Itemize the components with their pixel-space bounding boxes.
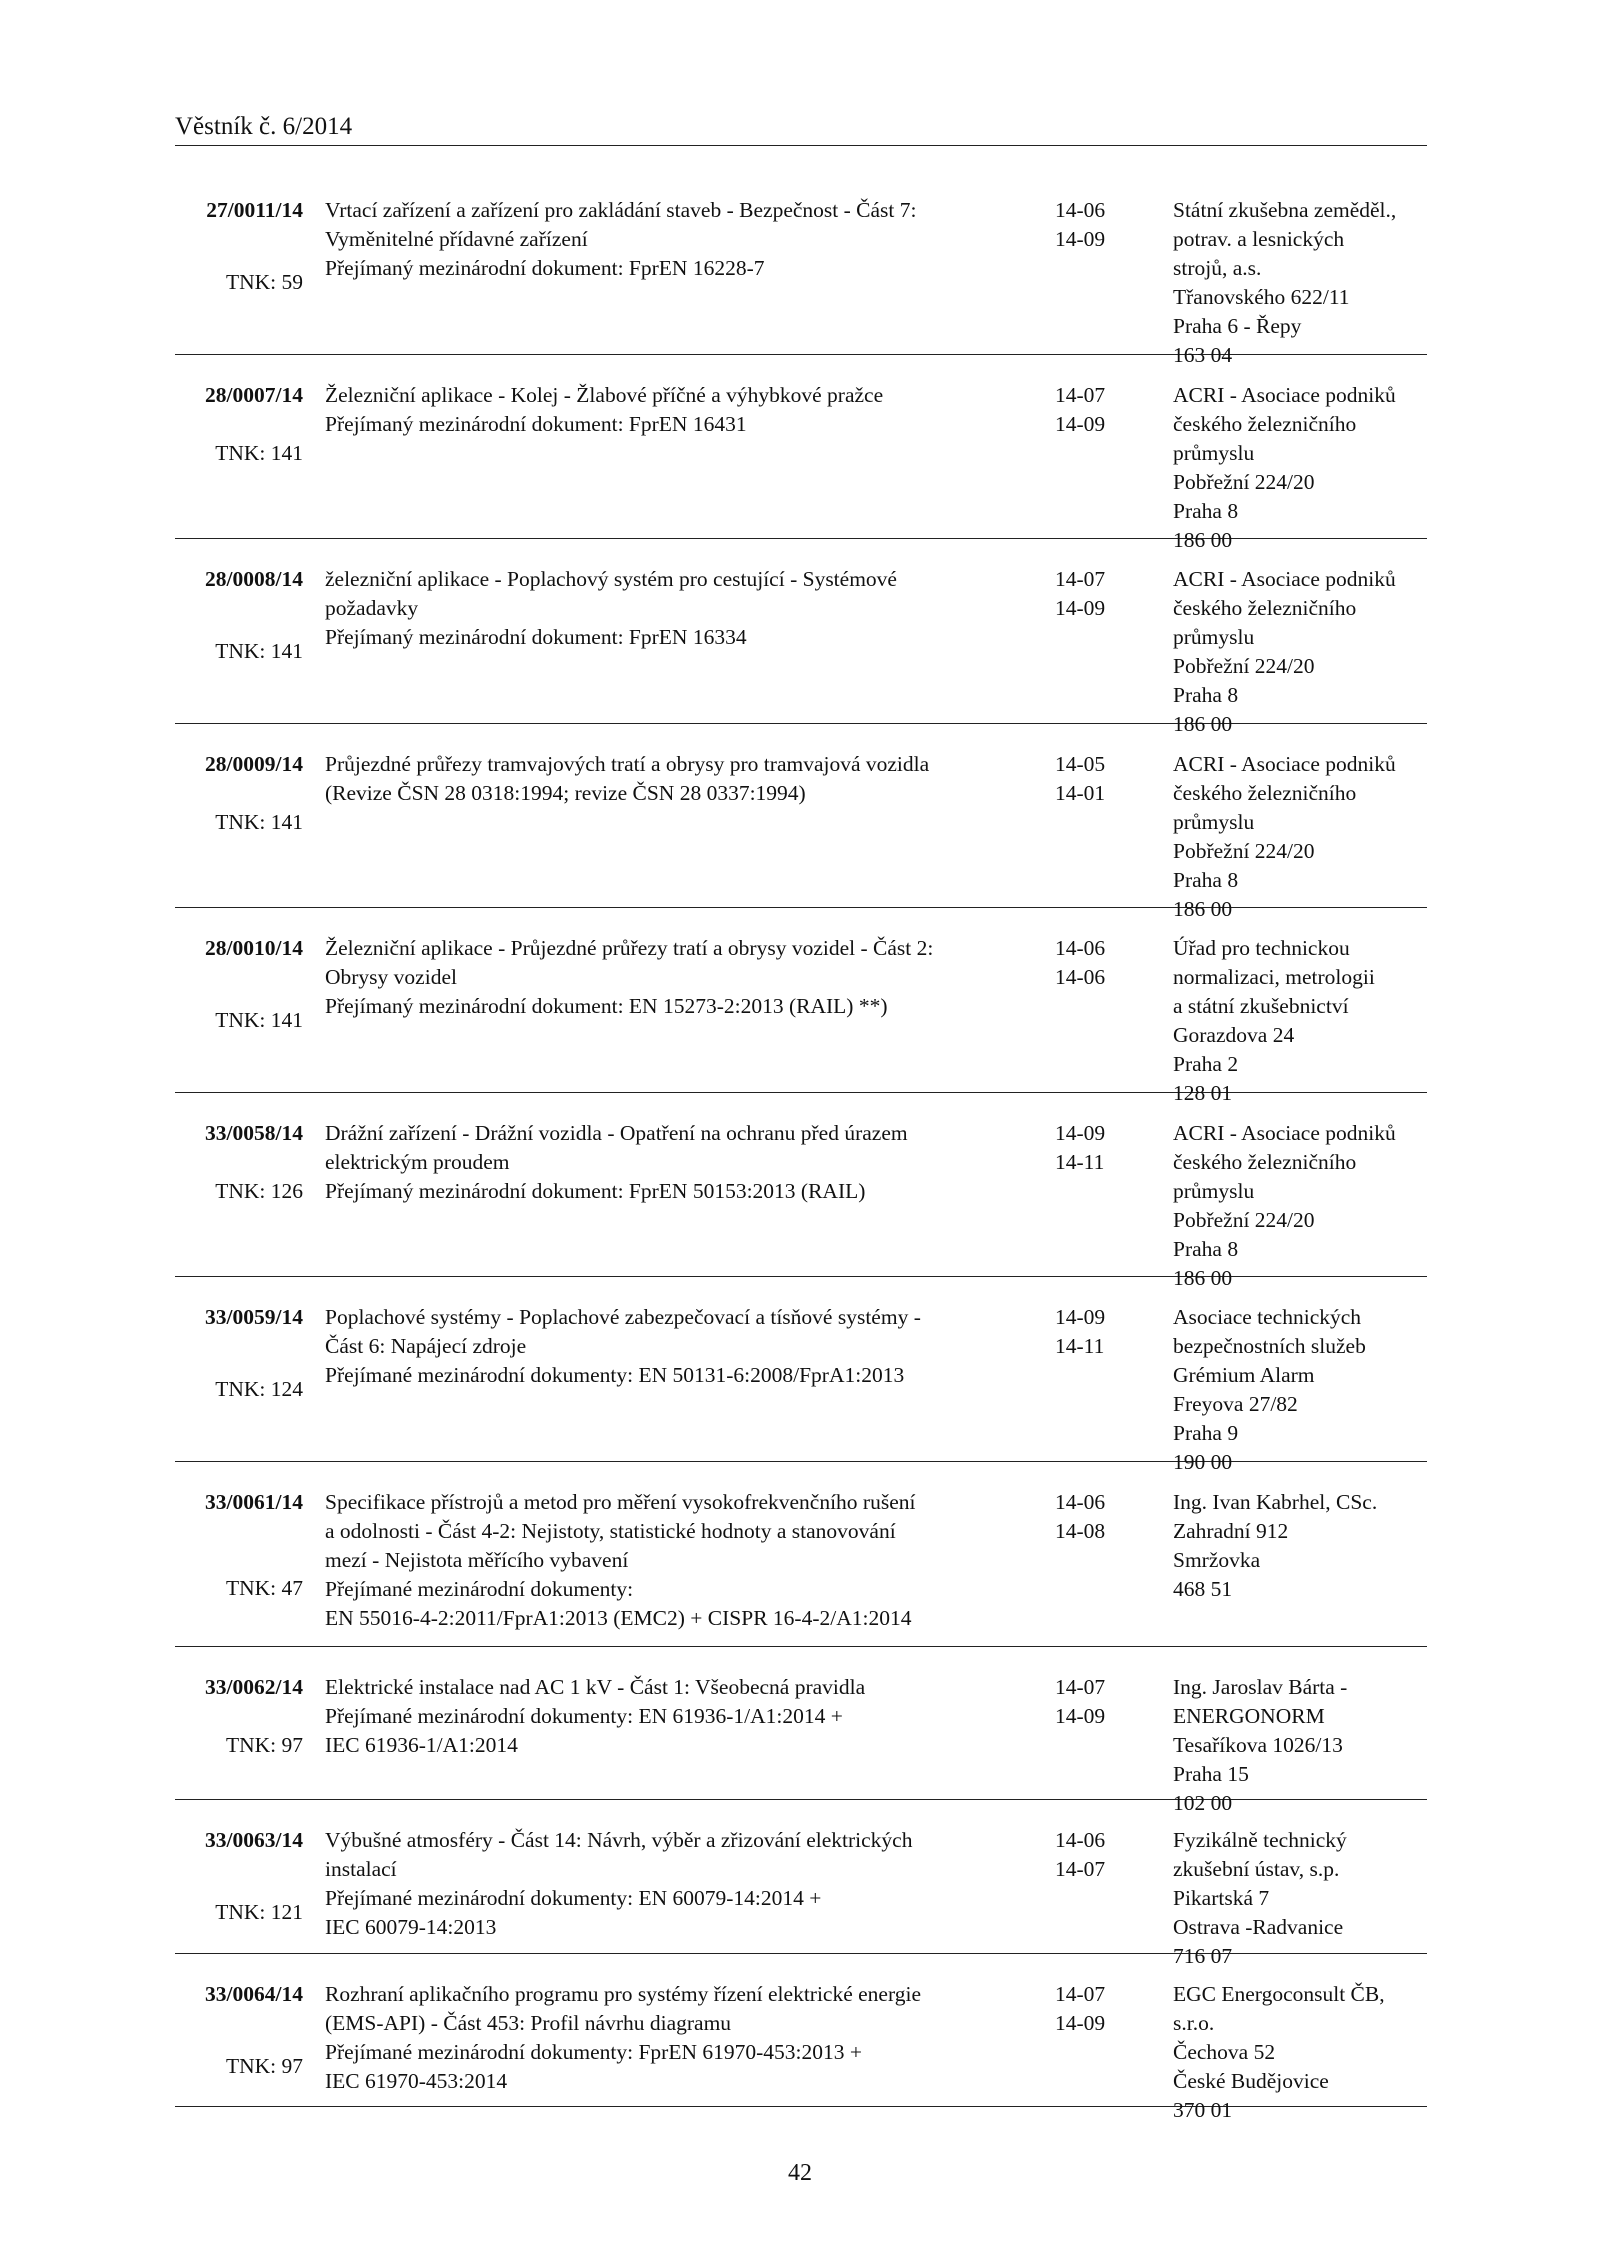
entry-title-line: Obrysy vozidel xyxy=(325,965,457,989)
entry-organization xyxy=(1173,934,1433,1108)
entry-title-line: Přejímané mezinárodní dokumenty: EN 60079-14:2014 + xyxy=(325,1886,822,1910)
organization-line: 128 01 xyxy=(1173,1081,1233,1105)
entry-id-cell xyxy=(175,1303,303,1401)
entry-date: 14-07 xyxy=(1055,1675,1106,1699)
entry-title-line: Železniční aplikace - Průjezdné průřezy tratí a obrysy vozidel - Část 2: xyxy=(325,936,934,960)
entry-number: 27/0011/14 xyxy=(206,198,303,222)
organization-line: strojů, a.s. xyxy=(1173,256,1262,280)
entry-dates xyxy=(1055,1673,1135,1731)
organization-line: českého železničního xyxy=(1173,412,1357,436)
entry-number: 33/0064/14 xyxy=(205,1982,303,2006)
entry-title-line: (EMS-API) - Část 453: Profil návrhu diagramu xyxy=(325,2011,732,2035)
standard-entry xyxy=(175,1954,1427,2122)
organization-line: ACRI - Asociace podniků xyxy=(1173,1121,1396,1145)
organization-line: Ostrava -Radvanice xyxy=(1173,1915,1344,1939)
entry-organization xyxy=(1173,1303,1433,1477)
organization-line: Pobřežní 224/20 xyxy=(1173,839,1315,863)
standard-entry xyxy=(175,539,1427,736)
organization-line: Tesaříkova 1026/13 xyxy=(1173,1733,1343,1757)
standard-entry xyxy=(175,170,1427,367)
entry-number: 33/0062/14 xyxy=(205,1675,303,1699)
standard-entry xyxy=(175,1093,1427,1290)
organization-line: českého železničního xyxy=(1173,1150,1357,1174)
entry-title-line: Vrtací zařízení a zařízení pro zakládání staveb - Bezpečnost - Část 7: xyxy=(325,198,917,222)
organization-line: Ing. Jaroslav Bárta - xyxy=(1173,1675,1348,1699)
entry-number: 28/0008/14 xyxy=(205,567,303,591)
entry-organization xyxy=(1173,1980,1433,2125)
entry-tnk: TNK: 141 xyxy=(215,639,303,663)
entry-title-line: mezí - Nejistota měřícího vybavení xyxy=(325,1548,629,1572)
entry-title-line: Poplachové systémy - Poplachové zabezpečovací a tísňové systémy - xyxy=(325,1305,921,1329)
entry-title-line: požadavky xyxy=(325,596,419,620)
entry-dates xyxy=(1055,196,1135,254)
organization-line: průmyslu xyxy=(1173,625,1255,649)
organization-line: Pobřežní 224/20 xyxy=(1173,654,1315,678)
organization-line: ACRI - Asociace podniků xyxy=(1173,383,1396,407)
organization-line: Praha 15 xyxy=(1173,1762,1249,1786)
organization-line: 186 00 xyxy=(1173,1266,1233,1290)
entry-title-line: Přejímaný mezinárodní dokument: EN 15273-2:2013 (RAIL) **) xyxy=(325,994,888,1018)
entry-organization xyxy=(1173,1119,1433,1293)
entry-date: 14-06 xyxy=(1055,198,1106,222)
entry-organization xyxy=(1173,750,1433,924)
entry-title-line: Přejímané mezinárodní dokumenty: EN 50131-6:2008/FprA1:2013 xyxy=(325,1363,905,1387)
organization-line: českého železničního xyxy=(1173,781,1357,805)
entry-number: 28/0009/14 xyxy=(205,752,303,776)
entry-number: 28/0010/14 xyxy=(205,936,303,960)
entry-date: 14-05 xyxy=(1055,752,1106,776)
organization-line: bezpečnostních služeb xyxy=(1173,1334,1366,1358)
entries-table xyxy=(175,170,1427,2122)
standard-entry xyxy=(175,1647,1427,1815)
organization-line: 190 00 xyxy=(1173,1450,1233,1474)
entry-title-line: Přejímaný mezinárodní dokument: FprEN 50153:2013 (RAIL) xyxy=(325,1179,866,1203)
entry-date: 14-09 xyxy=(1055,596,1106,620)
organization-line: a státní zkušebnictví xyxy=(1173,994,1349,1018)
standard-entry xyxy=(175,1800,1427,1968)
organization-line: Praha 6 - Řepy xyxy=(1173,314,1302,338)
entry-title-line: Část 6: Napájecí zdroje xyxy=(325,1334,527,1358)
organization-line: s.r.o. xyxy=(1173,2011,1215,2035)
entry-tnk: TNK: 124 xyxy=(215,1377,303,1401)
standard-entry xyxy=(175,908,1427,1105)
entry-title-line: EN 55016-4-2:2011/FprA1:2013 (EMC2) + CISPR 16-4-2/A1:2014 xyxy=(325,1606,912,1630)
organization-line: 186 00 xyxy=(1173,712,1233,736)
entry-number: 28/0007/14 xyxy=(205,383,303,407)
entry-id-cell xyxy=(175,381,303,465)
organization-line: České Budějovice xyxy=(1173,2069,1329,2093)
entry-id-cell xyxy=(175,1826,303,1924)
entry-number: 33/0063/14 xyxy=(205,1828,303,1852)
entry-date: 14-07 xyxy=(1055,383,1106,407)
standard-entry xyxy=(175,355,1427,552)
entry-title-line: Přejímaný mezinárodní dokument: FprEN 16431 xyxy=(325,412,747,436)
entry-title-line: Rozhraní aplikačního programu pro systémy řízení elektrické energie xyxy=(325,1982,922,2006)
entry-number: 33/0059/14 xyxy=(205,1305,303,1329)
entry-title-line: Elektrické instalace nad AC 1 kV - Část 1: Všeobecná pravidla xyxy=(325,1675,866,1699)
organization-line: Praha 8 xyxy=(1173,868,1239,892)
entry-dates xyxy=(1055,1980,1135,2038)
entry-title-line: IEC 61970-453:2014 xyxy=(325,2069,508,2093)
organization-line: 102 00 xyxy=(1173,1791,1233,1815)
entry-title-line: Přejímaný mezinárodní dokument: FprEN 16228-7 xyxy=(325,256,765,280)
organization-line: normalizaci, metrologii xyxy=(1173,965,1375,989)
organization-line: Praha 8 xyxy=(1173,683,1239,707)
entry-date: 14-06 xyxy=(1055,1828,1106,1852)
standard-entry xyxy=(175,1462,1427,1647)
entry-tnk: TNK: 141 xyxy=(215,1008,303,1032)
organization-line: Praha 9 xyxy=(1173,1421,1239,1445)
organization-line: potrav. a lesnických xyxy=(1173,227,1345,251)
entry-id-cell xyxy=(175,565,303,663)
entry-date: 14-06 xyxy=(1055,1490,1106,1514)
organization-line: Ing. Ivan Kabrhel, CSc. xyxy=(1173,1490,1378,1514)
organization-line: Praha 8 xyxy=(1173,499,1239,523)
entry-tnk: TNK: 47 xyxy=(225,1576,303,1600)
entry-title-line: Přejímaný mezinárodní dokument: FprEN 16334 xyxy=(325,625,747,649)
entry-title-line: a odolnosti - Část 4-2: Nejistoty, statistické hodnoty a stanovování xyxy=(325,1519,896,1543)
entry-tnk: TNK: 126 xyxy=(215,1179,303,1203)
entry-tnk: TNK: 141 xyxy=(215,441,303,465)
organization-line: průmyslu xyxy=(1173,441,1255,465)
entry-title-line: Vyměnitelné přídavné zařízení xyxy=(325,227,588,251)
entry-number: 33/0058/14 xyxy=(205,1121,303,1145)
entry-organization xyxy=(1173,1488,1433,1604)
organization-line: EGC Energoconsult ČB, xyxy=(1173,1982,1385,2006)
entry-title-line: Specifikace přístrojů a metod pro měření vysokofrekvenčního rušení xyxy=(325,1490,916,1514)
organization-line: Třanovského 622/11 xyxy=(1173,285,1350,309)
organization-line: 716 07 xyxy=(1173,1944,1233,1968)
entry-dates xyxy=(1055,1826,1135,1884)
entry-title-line: (Revize ČSN 28 0318:1994; revize ČSN 28 0337:1994) xyxy=(325,781,806,805)
header-rule xyxy=(175,145,1427,146)
entry-dates xyxy=(1055,1119,1135,1177)
entry-date: 14-08 xyxy=(1055,1519,1106,1543)
organization-line: průmyslu xyxy=(1173,1179,1255,1203)
organization-line: Zahradní 912 xyxy=(1173,1519,1289,1543)
entry-organization xyxy=(1173,196,1433,370)
organization-line: 186 00 xyxy=(1173,897,1233,921)
entry-title-line: Přejímané mezinárodní dokumenty: EN 61936-1/A1:2014 + xyxy=(325,1704,843,1728)
entry-dates xyxy=(1055,381,1135,439)
entry-id-cell xyxy=(175,750,303,834)
entry-date: 14-06 xyxy=(1055,965,1106,989)
entry-date: 14-07 xyxy=(1055,1857,1106,1881)
organization-line: Gorazdova 24 xyxy=(1173,1023,1295,1047)
entry-date: 14-01 xyxy=(1055,781,1106,805)
standard-entry xyxy=(175,724,1427,921)
organization-line: 468 51 xyxy=(1173,1577,1233,1601)
organization-line: 370 01 xyxy=(1173,2098,1233,2122)
organization-line: Freyova 27/82 xyxy=(1173,1392,1298,1416)
entry-date: 14-11 xyxy=(1055,1150,1105,1174)
entry-title-line: Přejímané mezinárodní dokumenty: FprEN 61970-453:2013 + xyxy=(325,2040,862,2064)
organization-line: Úřad pro technickou xyxy=(1173,936,1350,960)
entry-dates xyxy=(1055,934,1135,992)
entry-tnk: TNK: 97 xyxy=(225,1733,303,1757)
organization-line: Pikartská 7 xyxy=(1173,1886,1270,1910)
entry-organization xyxy=(1173,1673,1433,1818)
entry-date: 14-11 xyxy=(1055,1334,1105,1358)
organization-line: zkušební ústav, s.p. xyxy=(1173,1857,1340,1881)
entry-dates xyxy=(1055,1303,1135,1361)
entry-date: 14-07 xyxy=(1055,567,1106,591)
entry-organization xyxy=(1173,1826,1433,1971)
entry-date: 14-09 xyxy=(1055,227,1106,251)
entry-id-cell xyxy=(175,1673,303,1757)
entry-dates xyxy=(1055,1488,1135,1546)
entry-title-line: IEC 60079-14:2013 xyxy=(325,1915,497,1939)
organization-line: Pobřežní 224/20 xyxy=(1173,1208,1315,1232)
entry-number: 33/0061/14 xyxy=(205,1490,303,1514)
entry-title-line: Výbušné atmosféry - Část 14: Návrh, výběr a zřizování elektrických xyxy=(325,1828,913,1852)
entry-id-cell xyxy=(175,196,303,294)
entry-title-line: Průjezdné průřezy tramvajových tratí a obrysy pro tramvajová vozidla xyxy=(325,752,930,776)
entry-id-cell xyxy=(175,1119,303,1203)
entry-id-cell xyxy=(175,1488,303,1600)
organization-line: Čechova 52 xyxy=(1173,2040,1276,2064)
organization-line: Praha 2 xyxy=(1173,1052,1239,1076)
organization-line: Pobřežní 224/20 xyxy=(1173,470,1315,494)
entry-organization xyxy=(1173,381,1433,555)
entry-date: 14-09 xyxy=(1055,1121,1106,1145)
entry-title-line: Přejímané mezinárodní dokumenty: xyxy=(325,1577,634,1601)
entry-date: 14-07 xyxy=(1055,1982,1106,2006)
entry-title-line: Drážní zařízení - Drážní vozidla - Opatření na ochranu před úrazem xyxy=(325,1121,908,1145)
organization-line: Fyzikálně technický xyxy=(1173,1828,1347,1852)
entry-organization xyxy=(1173,565,1433,739)
organization-line: Praha 8 xyxy=(1173,1237,1239,1261)
entry-tnk: TNK: 59 xyxy=(225,270,303,294)
entry-tnk: TNK: 121 xyxy=(215,1900,303,1924)
entry-tnk: TNK: 97 xyxy=(225,2054,303,2078)
page-number: 42 xyxy=(788,2160,812,2186)
organization-line: Státní zkušebna zeměděl., xyxy=(1173,198,1397,222)
organization-line: průmyslu xyxy=(1173,810,1255,834)
organization-line: 163 04 xyxy=(1173,343,1233,367)
standard-entry xyxy=(175,1277,1427,1474)
organization-line: Asociace technických xyxy=(1173,1305,1362,1329)
entry-title-line: IEC 61936-1/A1:2014 xyxy=(325,1733,518,1757)
entry-id-cell xyxy=(175,1980,303,2078)
organization-line: 186 00 xyxy=(1173,528,1233,552)
entry-dates xyxy=(1055,565,1135,623)
organization-line: českého železničního xyxy=(1173,596,1357,620)
entry-date: 14-09 xyxy=(1055,1704,1106,1728)
running-head: Věstník č. 6/2014 xyxy=(175,113,353,140)
entry-title-line: elektrickým proudem xyxy=(325,1150,510,1174)
entry-date: 14-09 xyxy=(1055,412,1106,436)
organization-line: ENERGONORM xyxy=(1173,1704,1325,1728)
organization-line: ACRI - Asociace podniků xyxy=(1173,752,1396,776)
entry-date: 14-06 xyxy=(1055,936,1106,960)
entry-dates xyxy=(1055,750,1135,808)
entry-date: 14-09 xyxy=(1055,2011,1106,2035)
entry-date: 14-09 xyxy=(1055,1305,1106,1329)
entry-id-cell xyxy=(175,934,303,1032)
organization-line: Grémium Alarm xyxy=(1173,1363,1315,1387)
entry-title-line: železniční aplikace - Poplachový systém pro cestující - Systémové xyxy=(325,567,897,591)
entry-tnk: TNK: 141 xyxy=(215,810,303,834)
organization-line: Smržovka xyxy=(1173,1548,1261,1572)
entry-title-line: instalací xyxy=(325,1857,397,1881)
entry-title-line: Železniční aplikace - Kolej - Žlabové příčné a výhybkové pražce xyxy=(325,383,884,407)
organization-line: ACRI - Asociace podniků xyxy=(1173,567,1396,591)
